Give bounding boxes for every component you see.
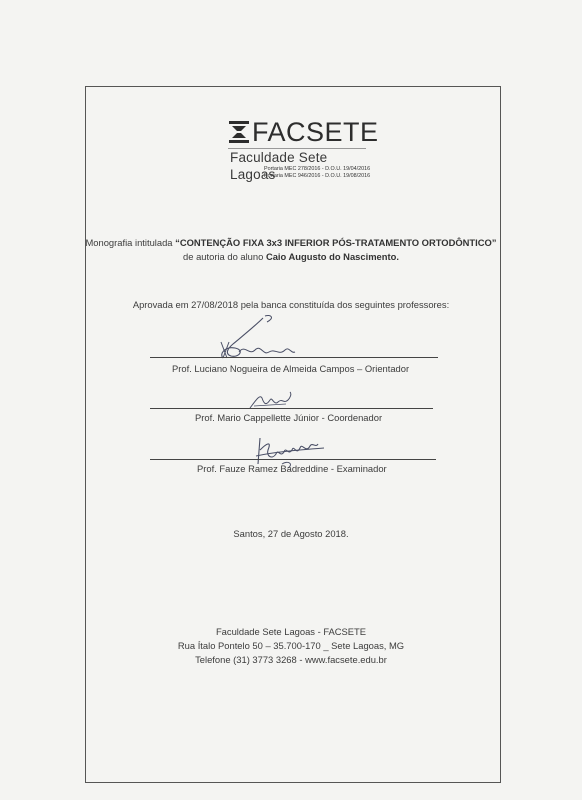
place-date: Santos, 27 de Agosto 2018.: [233, 528, 349, 539]
signature-line-3: [150, 459, 436, 460]
logo-portaria-1: Portaria MEC 278/2016 - D.O.U. 19/04/2016: [264, 166, 371, 172]
examiner-1: Prof. Luciano Nogueira de Almeida Campos – Orientador: [172, 363, 410, 374]
author-line: [0, 251, 582, 262]
logo-subtitle: Faculdade Sete Lagoas: [228, 148, 366, 166]
author-name: Caio Augusto do Nascimento.: [265, 251, 399, 262]
facsete-mark-icon: [228, 120, 250, 144]
facsete-logo: [220, 116, 379, 182]
signature-line-2: [150, 408, 433, 409]
approval-text: Aprovada em 27/08/2018 pela banca constituída dos seguintes professores:: [132, 299, 450, 310]
examiner-3: Prof. Fauze Ramez Badreddine - Examinador: [197, 463, 387, 474]
footer-contact: Telefone (31) 3773 3268 - www.facsete.edu.br: [195, 654, 387, 665]
signature-line-1: [150, 357, 438, 358]
logo-name: FACSETE: [252, 117, 379, 147]
examiner-2: Prof. Mario Cappellette Júnior - Coordenador: [195, 412, 383, 423]
title-prefix: Monografia intitulada: [85, 237, 176, 248]
author-prefix: de autoria do aluno: [183, 251, 266, 262]
monograph-title-line: [0, 237, 582, 248]
monograph-title: “CONTENÇÃO FIXA 3x3 INFERIOR PÓS-TRATAMENTO ORTODÔNTICO”: [175, 237, 497, 248]
logo-portaria-2: Portaria MEC 946/2016 - D.O.U. 19/08/2016: [264, 173, 371, 179]
footer-address: Rua Ítalo Pontelo 50 – 35.700-170 _ Sete Lagoas, MG: [177, 640, 405, 651]
footer-institution: Faculdade Sete Lagoas - FACSETE: [215, 626, 367, 637]
